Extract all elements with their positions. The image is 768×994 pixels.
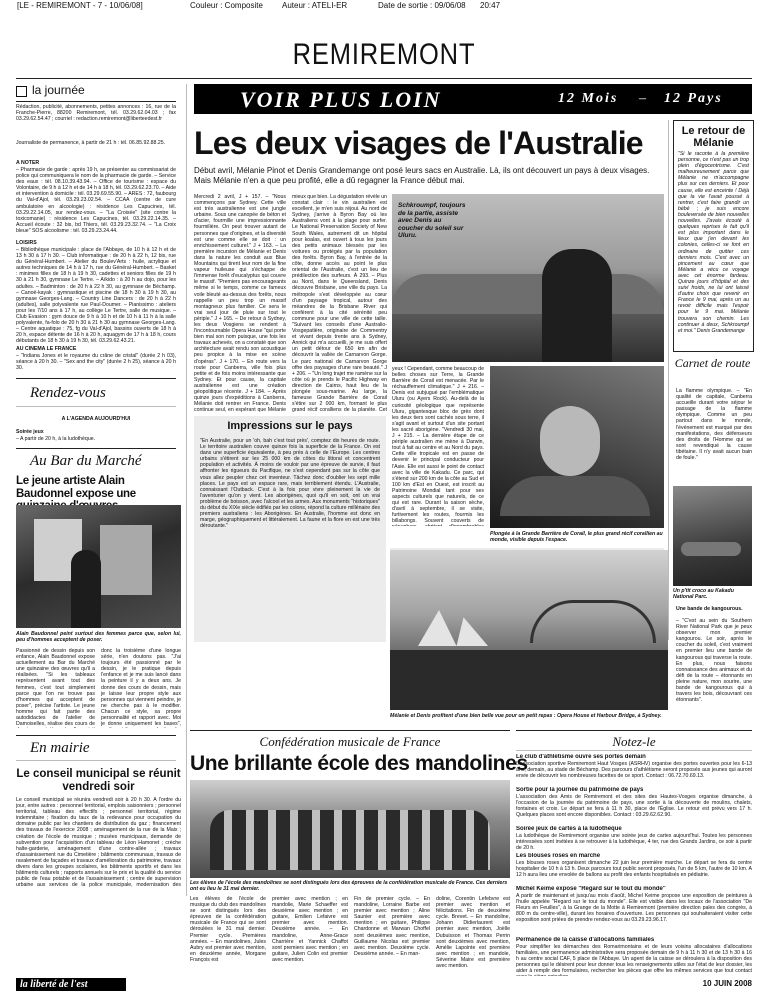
photo-reef (490, 366, 664, 528)
loisirs-title: LOISIRS (16, 240, 37, 246)
anoter-text: – Pharmacie de garde : après 19 h, se présenter au commissariat de police qui communiquera le nom de la pharmacie de garde. – Service des eaux : tél. 08.10.39.43.94. – Office de tourisme : espace du Volontaire, de 9 h à 12 h et de 14 h à 18 h, tél. 03.29.62.23.70. – Aide et intervention à domicile : tél. 03.29.69.55.90. – ARES : 72, faubourg du Val-d'Ajol, tél. 03.29.23.02.54. – CCAA (centre de cure ambulatoire en alcoologie) : résidence Les Capucines, tél. 03.29.22.14.05, sur rendez-vous. – "La Croisée" (site contre la toxicomanie) : résidence Les Capucines, tél. 03.29.22.14.35. – Accueil écoute : 32 bis, bd Thiers, tél. 03.29.23.32.74. – "La Croix bleue" SOS alcoolisme : tél. 03.29.23.24.44. (16, 167, 176, 234)
notez-item-title: Permanence de la caisse d'allocations familiales (516, 937, 655, 943)
photo-baudonnel (16, 505, 181, 628)
notez-item (516, 886, 752, 935)
conseil-title: Le conseil municipal se réunit vendredi soir (16, 768, 181, 793)
bar-col1: Passionné de dessin depuis son enfance, Alain Baudonnel expose actuellement au Bar du Marché une quinzaine des œuvres qu'il a réalisées. "Si les tableaux représentent avant tout des femmes, c'est tout simplement parce que l'on ne trouve pas d'hommes qui acceptent de poser", précise l'artiste. Le jeune homme qui fait partie des autodidactes de l'atelier de Damoiselles, réalise des cours de (16, 648, 95, 728)
enmairie-heading: En mairie (30, 740, 90, 756)
rdv-text: – A partir de 20 h, à la ludothèque. (16, 436, 96, 442)
series-months: 12 Mois (558, 91, 619, 106)
slug-issue: [LE - REMIREMONT - 7 - 10/06/08] (17, 1, 143, 10)
journee-tag: la journée (16, 84, 176, 98)
notez-heading: Notez-le (612, 734, 656, 749)
impressions-box (194, 416, 386, 642)
slug-color: Couleur : Composite (190, 1, 263, 10)
notez-item-text: L'association des Amis de Remiremont et des sites des Hautes-Vosges organise dimanche, à l'occasion de la journée du patrimoine de pays, une sortie à la découverte de moulins, chalets, fontaines et croix. Le départ se fera à 11 h 30, place de l'Église. Le retour est prévu vers 17 h. Quelques places sont encore disponibles. Contact : 03.29.62.62.90. (516, 794, 752, 819)
bar-title: Le jeune artiste Alain Baudonnel expose une (16, 475, 136, 500)
confed-caption: Les élèves de l'école des mandolines se sont distingués lors des épreuves de la confédération musicale de France. Ces derniers ont eu lieu le 31 mai dernier. (190, 880, 508, 893)
notez-item-text: Pour simplifier les démarches des Romarimontains et de leurs voisins allocataires d'allocations familiales, une permanence administrative sera proposée demain de 9 h à 11 h 30 et de 13 h 30 à 16 h au centre social CAF, 5 place de l'Abbaye. Un agent de la caisse se déroulera à la disposition des personnes qui le désirent pour leur donner tous les renseignements utiles sur l'état de leur dossier, les aider à remplir des formulaires, rechercher les pièces que offre les mêmes services que tout contact (516, 944, 752, 975)
confed-col3: Fin de premier cycle. – En mandoline, Lorraine Barbe est premier avec mention ; Aline Saunier est première avec mention ; en guitare, Philippe Chardonne et Marwan Choffel sont deuxièmes avec mention, Guillaume Nicolas est premier avec mention. Deuxième cycle. Deuxième année. – En man- (354, 896, 430, 957)
notez-item-text: L'association sportive Remiremont Haut Vosges (ASRHV) organise des portes ouvertes pour les 6-13 ans, demain, au stade de Béchamp. Des parcours d'athlétisme seront proposés aux jeunes qui auront envie de découvrir les nombreuses facettes de ce sport. Contact : 06.72.70.69.13. (516, 761, 752, 780)
notez-item-title: Sortie pour la journée du patrimoine de pays (516, 787, 644, 793)
feature-col1: Mercredi 2 avril, J + 157. – "Nous commençons par Sydney. Cette ville est très australienne est une jungle urbaine. Sous une canopée de béton et d'acier, fourmille une impressionnante fourmilière. On peut trouver autant de personnes que d'origines, et la diversité est une comme elle se doit : un enrichissement culturel." J + 163. – La première incursion de Mélanie et Denis dans la nature les conduit aux Blue Mountains qui tirent leur nom de la fine vapeur huileuse qui s'échappe de l'immense forêt d'eucalyptus qui couvre le massif. "Premiers pas encourageants même si le temps, comme ce fameux voile bleuté au-dessus des forêts, nous rappelle un peu trop un massif montagneux plus familier. Ce sera le vrai seul jour de pluie sur tout le périple." J + 165. – De retour à Sydney, les deux Vosgiens se rendent à l'incontournable Opera House "qui porte bien mal son nom puisque, une fois les travaux achevés, on a constaté que son architecture avait rendu son acoustique peu propice à la mise en scène d'opéras". J + 170. – En route vers la route pour Canberra, ville fois plus petite et de fois moins intéressante que Sydney. Et pour cause, la capitale australienne est une création géopolitique récente. J + 184. – Après quinze jours d'expéditions à Canberra, Mélanie doit rentrer en France. Denis continue seul, en espérant que Mélanie (194, 194, 286, 412)
reef-caption: Plongée à la Grande Barrière de Corail, le plus grand récif corallien au monde, visible depuis l'espace. (490, 531, 663, 544)
conseil-text: Le conseil municipal se réunira vendredi soir à 20 h 30. A l'ordre du jour, entre autres : personnel territorial, emplois saisonniers ; personnel territorial, tableau des effectifs ; personnel territorial, régime indemnitaire ; fixation du taux de la redevance pour occupation du domaine public par les chantiers de distribution du gaz ; financement des travaux de l'exercice 2008 ; aménagement de la rue de la Maix ; création de l'école de musique ; musées municipaux, demande de subvention pour l'acquisition d'un tableau de Léon Hamonet ; crèche halte-garderie, aménagement d'une contre-allée ; travaux d'assainissement rue du Cimetière ; bâtiments communaux, travaux de ravalement de façades et travaux d'amélioration du patrimoine, travaux divers dans les groupes scolaires, les bâtiments sportifs et dans les bâtiments culturels ; rapports annuels sur le prix et la qualité du service public de l'eau potable et de l'assainissement ; centre de supervision urbaine aux services de la police municipale, modernisation des (16, 797, 181, 887)
confed-col1: Les élèves de l'école de musique du club des mandolines se sont distingués lors des épreuves de la confédération musicale de France qui se sont déroulées le 31 mai dernier. Premier cycle. Premières années. – En mandolines, Jules Aubry est premier avec mention, en deuxième année, Morgane François est (190, 896, 266, 963)
feature-col2: mieux que bien. La dégustation révèle un constat clair : le vin australien est excellent, je m'en suis réjoui. Au nord de Sydney, j'arrive à Byron Bay où les Australiens vont à la plage pour surfer. Le National Preservation Society of New South Wales, autrement dit un hôpital pour koalas, est ouvert à tous les jours des petits animaux blessés par les voitures ou protégés par la population des forêts. Byron Bay, à l'entrée de la côte, donne accès au point le plus oriental de l'Australie, c'est un lieu de prédilection des surfeurs. À 293. – Plus au Nord, dans le Queensland, Denis découvre Brisbane, une ville du pays. La métropole s'est développée au cœur d'un paysage tropical, autour des méandres de la Brisbane River qui confèrent à la cité sérénité peu commune pour une ville de cette taille. "Suivant les conseils d'une Australio-Vosgepatière, originaire de Commentry et vivant depuis trente ans à Sydney, Annick qui m'a accueilli, je me suis offert un petit détour de 650 km afin de découvrir la vallée de Carnarvon Gorge. Le parc national de Carnarvon Gorge offre des paysages d'une rare beauté." J + 206. – "Un long trajet me ramène sur la côte où je prends le Pacific Highway en direction de Cairns, haut lieu de la plongée sous-marine. Au large, la fameuse Grande Barrière de Corail s'étire sur 2 000 km, formant le plus grand récif coralliens de la planète. Cet (292, 194, 387, 412)
retour-box (673, 120, 754, 352)
series-title: VOIR PLUS LOIN (240, 87, 442, 112)
impressions-title: Impressions sur le pays (227, 420, 353, 432)
notez-item-text: Les blouses roses organisent dimanche 22 juin leur première marche. Le départ se fera du centre hospitalier de 10 h à 13 h. Deux parcours tout public seront proposés, l'un de 5 km, l'autre de 10 km. A 12 h aura lieu une envolée de ballons au profit des enfants hospitalisés en pédiatrie. (516, 860, 752, 879)
slug-time: 20:47 (480, 1, 501, 10)
series-banner (194, 84, 752, 114)
slug-author: Auteur : ATELI-ER (282, 1, 348, 10)
notez-item-title: Michel Keime expose "Regard sur le tout du monde" (516, 886, 666, 892)
notez-item-title: Les blouses roses en marche (516, 853, 601, 859)
photo-mandolines (190, 780, 510, 878)
photo-sydney (390, 550, 668, 710)
slug-line (0, 0, 768, 12)
feature-headline: Les deux visages de l'Australie (194, 125, 643, 161)
journaliste-permanence: Journaliste de permanence, à partir de 21 h : tél. 06.85.92.88.25. (16, 140, 166, 146)
notez-item (516, 826, 752, 851)
confed-col2: premier avec mention ; en mandolie, Marie Schaeffer est deuxième avec mention ; en guitare, Emilien Lefaivre est premier avec mention. Deuxième année. – En mandoline, Anne-Grace Charrière et Yannick Chaffot sont premiers avec mention ; en guitare, Julien Colin est premier avec mention. (272, 896, 348, 963)
bar-col2: donc la troisième d'une longue série, n'en doutons pas. "J'ai toujours été passionné par le dessin, je le pratique depuis l'enfance et je me suis lancé dans la peinture il y a deux ans. Je donne des cours de dessin, mais je laisse leur propre style aux personnes qui viennent peindre, je ne cherche pas à le modifier. Chacun ce style, sa propre personnalité et rapport avec. Moi je donne uniquement les bases", (101, 648, 181, 728)
footer-logo: la liberté de l'est (16, 978, 126, 991)
series-countries: 12 Pays (664, 91, 723, 106)
title-rule (16, 78, 752, 79)
feature-intro: Début avril, Mélanie Pinot et Denis Grandemange ont posé leurs sacs en Australie. Là, ils ont découvert un pays à deux visages. Mais Mélanie n'en a que peu profité, elle a dû regagner la France début mai. (194, 166, 650, 185)
cinema-text: – "Indiana Jones et le royaume du crâne de cristal" (durée 2 h 03), séance à 20 h 30. – "Sex and the city" (durée 2 h 25), séance à 20 h 30. (16, 353, 176, 372)
feature-col3: yeux ! Cependant, comme beaucoup de belles choses sur Terre, la Grande Barrière de Corail est menacée. Par le réchauffement climatique." J + 216. – Denis est subjugué par l'emblématique Uluru (ou Ayers Rock). Au-delà de la curiosité géologique que représente Uluru, gigantesque bloc de grès dont les deux tiers sont cachés sous terre, il s'agit avant et surtout d'un site portant les sacré aborigène. "Vendredi 30 mai, J + 215. – La dernière étape de ce périple australien me mène à Darwin, tout à fait au centre et au Nord du pays. Cette ville tropicale est en passe de devenir le principal conducteur pour l'Asie. Elle est aussi le point de contact avec la ville de Kakadu. Ce parc, qui s'étend sur 200 km de la côte au Sud et 100 km d'Est en Ouest, est inscrit au Patrimoine Mondial tant pour ses aspects culturels que naturels, de ce qui est rare. Durant la saison sèche, d'avril à septembre, il se visite, furtivement les routes, fourmis les billabongs. Souvent couverts de (392, 366, 484, 525)
croco-caption: Un p'tit croco au Kakadu National Parc. (673, 588, 734, 601)
carnet-title: Carnet de route (674, 356, 751, 370)
series-separator: – (639, 91, 646, 106)
carnet-text: La flamme olympique. – "En qualité de capitale, Canberra accueille durant votre séjour le passage de la flamme olympique. Comme un peu partout dans le monde, l'événement est marqué par des manifestations, des défenseurs des droits de l'Homme qui se sont revendiqué la cause tibétaine. Il n'y avait aucun bain de foule." (676, 388, 752, 462)
confed-title: Une brillante école des mandolines (190, 752, 528, 775)
photo-croco (673, 486, 752, 586)
anoter-title: A NOTER (16, 160, 40, 166)
redaction-info: Rédaction, publicité, abonnements, petites annonces : 16, rue de la Franche-Pierre, 88200 Remiremont, tél. 03.29.62.04.03 ; fax 03.29.62.54.47 ; courriel : redaction.remiremont@liberteedest.fr (16, 104, 176, 123)
loisirs-text: – Bibliothèque municipale : place de l'Abbaye, de 10 h à 12 h et de 13 h 30 à 17 h 30. – Club informatique : de 20 h à 22 h, 12 bis, rue du Général-Humbert. – Atelier du Boulev'Arts : huile, acrylique et autres techniques de 14 h à 17 h, rue du Général-Humbert. – Basket : minimes filles de 18 h à 19 h 30, cadettes et seniors filles de 19 h 30 à 21 h 30, gymnase Le Tertre. – Aïkido : à 20 h au dojo, pour les adultes. – Badminton : de 20 h à 22 h 30, au gymnase de Béchamp. – Canoë-kayak : gymnastique et piscine de 18 h 30 à 19 h 30, au gymnase Georges-Lang. – Country Line Dancers : de 20 h à 22 h (adultes), salle polyvalente rue Paul-Doumer. – Pianissimo : ateliers pour les 7/10 ans à 17 h, au collège Le Tertre, salle de musique. – Club Evasion : gym douce de 9 h à 10 h et de 10 h à 11 h à la salle polyvalente, fa-folo de 20 h 30 à 21 h 30 au gymnase Georges-Lang. – Centre aquatique : 75, fg du Val-d'Ajol, bassins ouverts de 18 h à 20 h, espace détente de 16 h à 20 h, aquagym de 17 h à 18 h, cours débutants de 18 h 30 à 19 h 30, tél. 03.29.62.43.21. (16, 247, 176, 345)
uluru-quote: Schkroumpf, toujours de la partie, assiste avec Denis au coucher du soleil sur Uluru. (398, 202, 466, 240)
notez-item (516, 937, 752, 976)
rdv-soiree: Soirée jeux (16, 429, 44, 435)
rdv-heading: Rendez-vous (30, 385, 106, 401)
sydney-caption: Mélanie et Denis profitent d'une bien belle vue pour un petit repas : Opera House et Harbour Bridge, à Sydney. (390, 713, 662, 719)
page-title: REMIREMONT (292, 38, 476, 71)
cinema-title: AU CINÉMA LE FRANCE (16, 346, 77, 352)
notez-item (516, 754, 752, 785)
confed-col4: doline, Corentin Lefebvre est premier avec mention et félicitations. Fin de deuxième cycle. Brevet. – En mandoline, Johann Didierlaurent est premier avec mention, Joëlle Dubuisson et Thomas Perrin sont deuxièmes avec mention, Amélie Lapointe est première avec mention ; en mandole, Séverine Maire est première avec mention. (436, 896, 510, 970)
bar-caption: Alain Baudonnel peint surtout des femmes parce que, selon lui, peu d'hommes acceptent de poser. (16, 631, 181, 644)
impressions-text: "En Australie, pour un 'oh, bah c'est tout près', comptez dix heures de route. Le territoire australien couvre quinze fois la superficie de la France. On est dans une superficie équivalente, à peu près à celle de l'Europe. Les centres urbains s'étirent sur les 25 000 km de côtes du littoral et concentrent population et activités. À moins de vouloir par une épreuve de survie, il faut affronter les rigueurs du Pacifique, ne s'est cependant pas sur la côte que vous allez peupler chez cet inventeur. Tâchez donc d'oublier les sept mille places. Le pays est un espace rare, mais terriblement étendu. L'Australie, connaissant l'Outback. C'est à la fois pour vivre pleinement la vie de l'aventurier qu'on y vient. Les aborigènes, quoi qu'il en soit, ont un vrai problème de boisson, avec l'alcool et les armes. Aux monuments "historiques" du début du XIXe siècle édifiés par les colons, répond la culture millénaire des premiers australiens : les Aborigènes. En Australie, l'homme est donc en marge, géographiquement et littéralement. La faune et la flore en est une très déroutante." (200, 438, 380, 530)
retour-text: "Si le raconte à la première personne, ce n'est pas un trop plein d'égocentrisme. C'est malheureusement parce que Mélanie ne m'accompagne plus sur ces derniers. Et pour cause, elle est enceinte ! Déjà que la vie l'avait poussé à rentrer, c'est faire grandir un bébé ; je suis encore bouleversée de bien nouvelles nouvelles. J'avais écouté à quelques reprises le fait qu'il est plus important dans le lieux que j'en devant les colonies, celles-ci se font en ordinaire de quitter ces derniers mois. C'est avec un pincement au cœur que Mélanie a vécu ce voyage avec cet énorme fardeau. Quinze jours d'hôpital et des suivi froids, ne lui ont laissé d'autre choix que revenir en France le 9 mai, après un au revoir difficile mais l'espoir pour le 9 mai. Mélanie trouvera son chemin. Les continuer à deux, Schkroumpf et moi." Denis Grandemange (678, 151, 749, 334)
bar-heading: Au Bar du Marché (30, 453, 142, 469)
footer-date: 10 JUIN 2008 (702, 979, 752, 988)
photo-uluru (392, 194, 664, 362)
notez-list (516, 754, 752, 976)
notez-item-text: La ludothèque de Remiremont organise une soirée jeux de cartes aujourd'hui. Toutes les personnes intéressées sont invitées à se retrouver à la ludothèque, 4 ter, rue des Grands Jardins, ce soir à partir de 20 h. (516, 833, 752, 851)
kanga-text: – "C'est au sein du Southern River National Park que je peux observer mon premier kangourou. Le soir, après le coucher du soleil, c'est vraiment en premier lieu une bande de kangourous qui traverse la route. En plus, nous faisons connaissance des animaux et du défi de la route – étonnants en pleine nature, mon sourire, une bande de kangourous qui à travers les bois, découvrant ces étonnants". (676, 618, 752, 704)
notez-item-title: Le club d'athlétisme ouvre ses portes demain (516, 754, 646, 760)
kanga-title: Une bande de kangourous. (676, 606, 743, 612)
confed-label: Confédération musicale de France (259, 734, 441, 749)
notez-item-text: A partir de maintenant et jusqu'au mois d'août, Michel Keime propose une exposition de peintures à l'huile appelée "Regard sur le tout du monde". Elle est visible dans les locaux de l'association "De Fleurs en Feuilles", à la Grange de la Motte à Remiremont (première direction pales des congrès, à 800 m du centre-ville), durant les horaires d'ouverture. Les personnes qui souhaiteraient visiter cette exposition sont priées de prendre rendez-vous au 03.29.23.96.17. (516, 893, 752, 924)
slug-date: Date de sortie : 09/06/08 (378, 1, 466, 10)
rdv-subtitle: A L'AGENDA AUJOURD'HUI (61, 416, 131, 422)
retour-title: Le retour de Mélanie (681, 125, 746, 149)
notez-item-title: Soirée jeux de cartes à la ludothèque (516, 826, 622, 832)
notez-item (516, 787, 752, 824)
notez-item (516, 853, 752, 884)
